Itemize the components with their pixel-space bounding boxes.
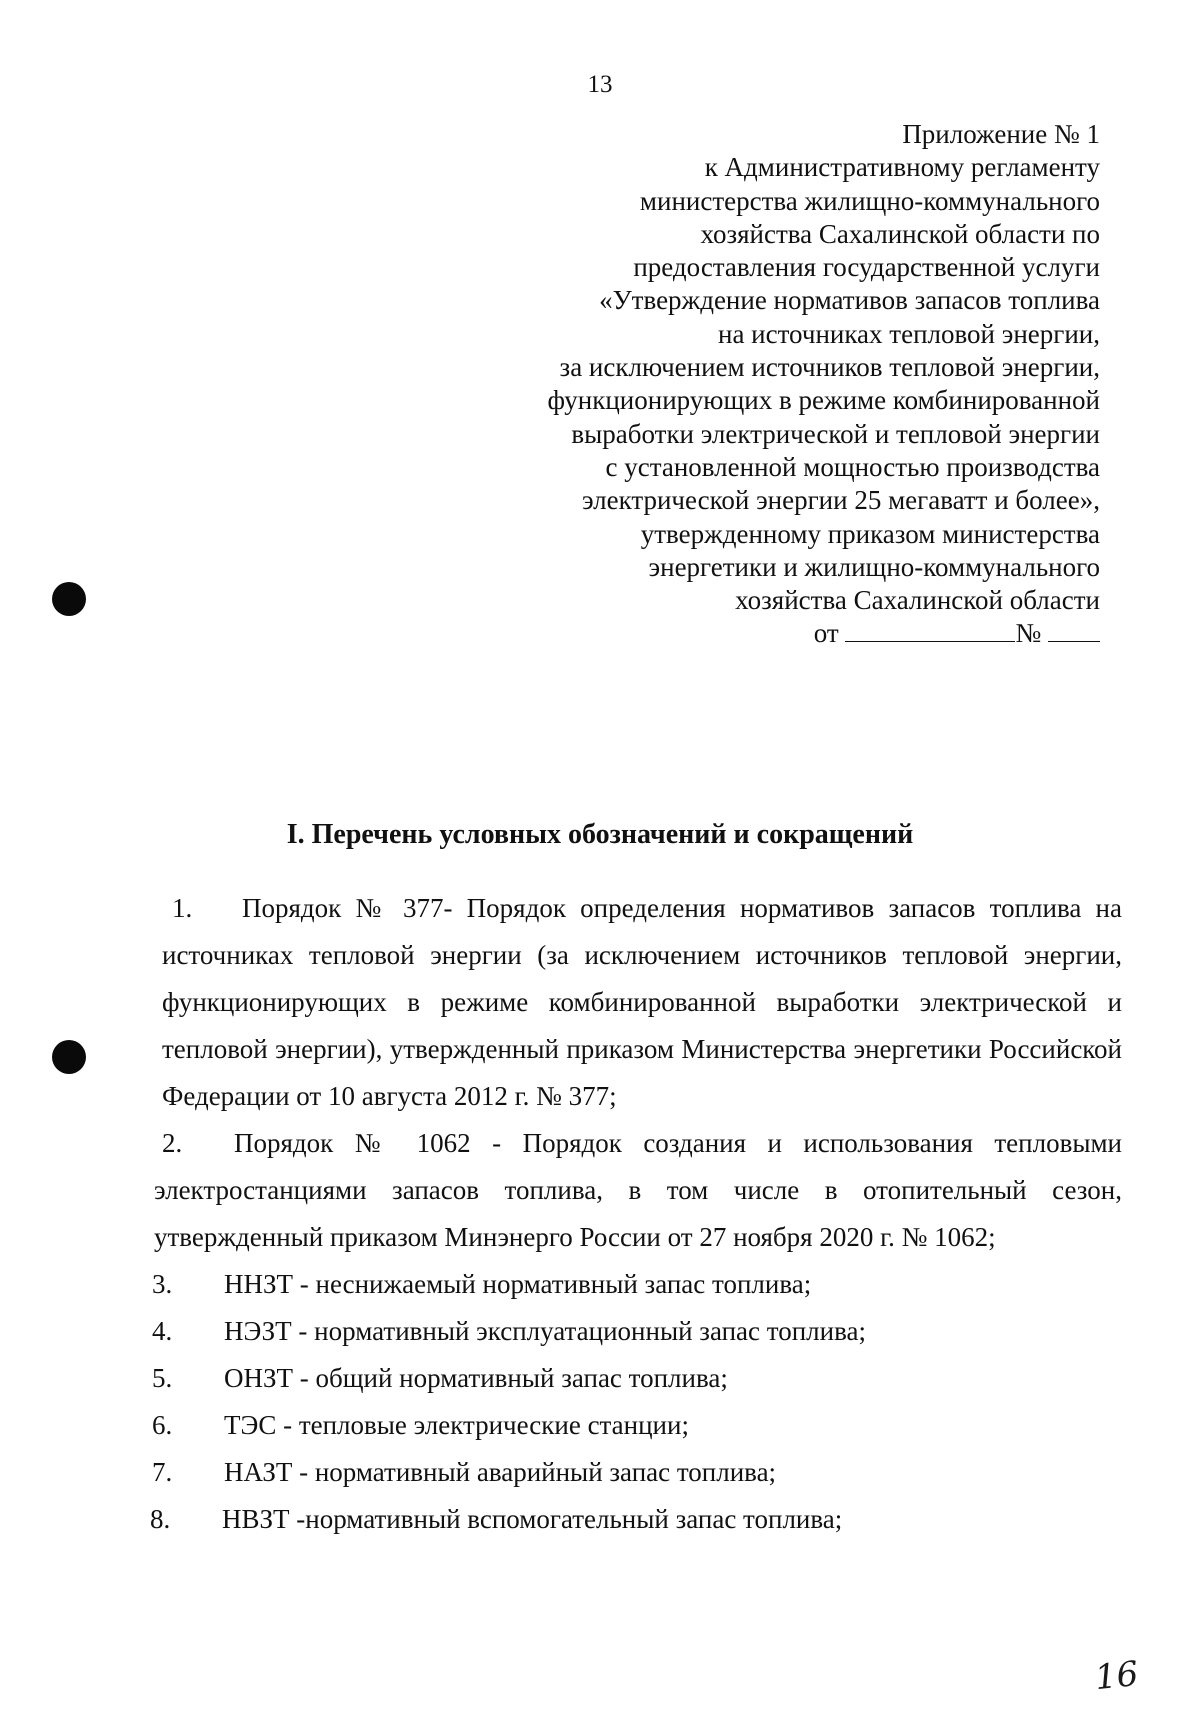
date-line (380, 617, 1100, 650)
annex-line: электрической энергии 25 мегаватт и более», (582, 485, 1100, 516)
item-number: 3. (152, 1269, 173, 1299)
annex-line: на источниках тепловой энергии, (718, 318, 1100, 349)
list-item (152, 1402, 1122, 1449)
number-sign: № (1015, 618, 1042, 649)
item-number: 2. (162, 1128, 183, 1158)
list-item (152, 1308, 1122, 1355)
annex-line: министерства жилищно-коммунального (639, 185, 1100, 216)
item-text: НАЗТ - нормативный аварийный запас топлива; (224, 1457, 777, 1487)
item-number: 6. (152, 1410, 173, 1440)
annex-line: Приложение № 1 (902, 119, 1100, 149)
item-number: 4. (152, 1316, 173, 1346)
item-text: Порядок № 1062 - Порядок создания и использования тепловыми электростанциями запасов топлива, в том числе в отопительный сезон, утвержденный приказом Минэнерго России от 27 ноября 2020 г. № 1062; (154, 1128, 1122, 1252)
list-item (162, 885, 1122, 1120)
abbreviations-list (150, 885, 1122, 1543)
annex-line: функционирующих в режиме комбинированной (547, 385, 1100, 416)
item-text: ОНЗТ - общий нормативный запас топлива; (224, 1363, 728, 1393)
date-blank (845, 619, 1015, 642)
annex-line: энергетики и жилищно-коммунального (648, 551, 1100, 582)
binder-hole-top (52, 582, 86, 616)
item-text: Порядок № 377- Порядок определения нормативов запасов топлива на источниках тепловой энергии (за исключением источников тепловой энергии, функционирующих в режиме комбинированной выработки электрической и тепловой энергии), утвержденный приказом Министерства энергетики Российской Федерации от 10 августа 2012 г. № 377; (162, 893, 1122, 1111)
annex-line: с установленной мощностью производства (605, 451, 1100, 482)
handwritten-page-number: 16 (1092, 1653, 1140, 1699)
item-text: НВЗТ -нормативный вспомогательный запас топлива; (222, 1504, 843, 1534)
list-item (152, 1355, 1122, 1402)
item-number: 5. (152, 1363, 173, 1393)
annex-line: хозяйства Сахалинской области по (700, 218, 1100, 249)
item-number: 8. (150, 1504, 171, 1534)
list-item (150, 1496, 1122, 1543)
item-text: ННЗТ - неснижаемый нормативный запас топлива; (224, 1269, 812, 1299)
binder-hole-bottom (52, 1040, 86, 1074)
item-number: 1. (172, 893, 193, 923)
annex-line: предоставления государственной услуги (633, 252, 1100, 283)
annex-line: выработки электрической и тепловой энергии (571, 418, 1100, 449)
section-title: I. Перечень условных обозначений и сокращений (286, 819, 914, 850)
annex-line: хозяйства Сахалинской области (735, 585, 1100, 616)
list-item (152, 1449, 1122, 1496)
annex-line: «Утверждение нормативов запасов топлива (599, 285, 1100, 316)
number-blank (1048, 619, 1100, 642)
list-item (152, 1261, 1122, 1308)
annex-line: утвержденному приказом министерства (640, 518, 1100, 549)
item-text: ТЭС - тепловые электрические станции; (224, 1410, 689, 1440)
list-item (154, 1120, 1122, 1261)
annex-header (380, 118, 1100, 651)
item-number: 7. (152, 1457, 173, 1487)
item-text: НЭЗТ - нормативный эксплуатационный запас топлива; (224, 1316, 866, 1346)
page-number: 13 (587, 71, 613, 98)
date-prefix: от (813, 618, 839, 649)
annex-line: за исключением источников тепловой энергии, (559, 352, 1100, 383)
annex-line: к Административному регламенту (704, 152, 1100, 183)
